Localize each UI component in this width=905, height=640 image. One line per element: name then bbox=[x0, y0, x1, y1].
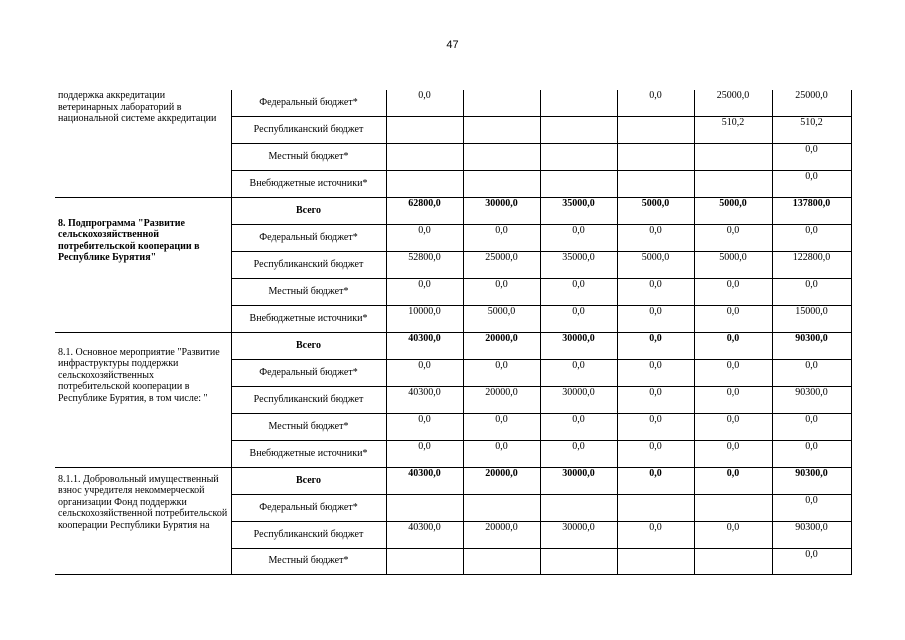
amount-cell: 0,0 bbox=[617, 467, 694, 494]
amount-cell: 5000,0 bbox=[617, 251, 694, 278]
amount-cell: 40300,0 bbox=[386, 386, 463, 413]
funding-source-cell: Республиканский бюджет bbox=[231, 116, 386, 143]
amount-cell: 10000,0 bbox=[386, 305, 463, 332]
amount-cell: 30000,0 bbox=[540, 332, 617, 359]
amount-cell: 0,0 bbox=[617, 278, 694, 305]
amount-cell: 0,0 bbox=[772, 170, 851, 197]
amount-cell: 137800,0 bbox=[772, 197, 851, 224]
amount-cell: 0,0 bbox=[694, 467, 772, 494]
amount-cell: 5000,0 bbox=[694, 197, 772, 224]
amount-cell: 40300,0 bbox=[386, 332, 463, 359]
table-row bbox=[55, 467, 851, 494]
funding-source-cell: Всего bbox=[231, 332, 386, 359]
amount-cell: 0,0 bbox=[772, 224, 851, 251]
amount-cell: 0,0 bbox=[694, 224, 772, 251]
amount-cell: 0,0 bbox=[540, 224, 617, 251]
funding-source-cell: Всего bbox=[231, 467, 386, 494]
amount-cell: 0,0 bbox=[772, 548, 851, 574]
amount-cell bbox=[540, 494, 617, 521]
amount-cell: 0,0 bbox=[463, 224, 540, 251]
amount-cell bbox=[540, 143, 617, 170]
amount-cell: 0,0 bbox=[694, 386, 772, 413]
amount-cell: 0,0 bbox=[386, 359, 463, 386]
activity-name-cell: 8.1.1. Добровольный имущественный взнос учредителя некоммерческой организации Фонд поддержки сельскохозяйственной потребительской кооперации Республики Бурятия на bbox=[55, 467, 231, 574]
amount-cell: 0,0 bbox=[772, 143, 851, 170]
amount-cell: 0,0 bbox=[540, 440, 617, 467]
amount-cell: 0,0 bbox=[694, 278, 772, 305]
amount-cell: 0,0 bbox=[617, 413, 694, 440]
amount-cell: 0,0 bbox=[540, 413, 617, 440]
activity-name-cell: поддержка аккредитации ветеринарных лабораторий в национальной системе аккредитации bbox=[55, 90, 231, 197]
amount-cell: 0,0 bbox=[463, 278, 540, 305]
amount-cell: 0,0 bbox=[617, 440, 694, 467]
amount-cell bbox=[694, 143, 772, 170]
amount-cell: 0,0 bbox=[772, 359, 851, 386]
amount-cell: 0,0 bbox=[617, 305, 694, 332]
amount-cell bbox=[540, 548, 617, 574]
funding-source-cell: Местный бюджет* bbox=[231, 548, 386, 574]
amount-cell bbox=[463, 116, 540, 143]
amount-cell bbox=[540, 170, 617, 197]
amount-cell bbox=[694, 548, 772, 574]
amount-cell: 0,0 bbox=[386, 278, 463, 305]
activity-name-cell: 8. Подпрограмма "Развитие сельскохозяйственной потребительской кооперации в Республике Бурятия" bbox=[55, 197, 231, 332]
amount-cell bbox=[694, 494, 772, 521]
amount-cell: 90300,0 bbox=[772, 467, 851, 494]
amount-cell: 0,0 bbox=[617, 521, 694, 548]
amount-cell: 30000,0 bbox=[540, 521, 617, 548]
amount-cell: 5000,0 bbox=[463, 305, 540, 332]
amount-cell: 0,0 bbox=[540, 305, 617, 332]
amount-cell bbox=[694, 170, 772, 197]
amount-cell bbox=[386, 116, 463, 143]
funding-source-cell: Федеральный бюджет* bbox=[231, 90, 386, 116]
amount-cell bbox=[463, 170, 540, 197]
amount-cell bbox=[540, 90, 617, 116]
amount-cell: 0,0 bbox=[617, 90, 694, 116]
funding-source-cell: Республиканский бюджет bbox=[231, 251, 386, 278]
funding-source-cell: Федеральный бюджет* bbox=[231, 359, 386, 386]
amount-cell bbox=[463, 143, 540, 170]
amount-cell: 62800,0 bbox=[386, 197, 463, 224]
table-row bbox=[55, 197, 851, 224]
amount-cell bbox=[540, 116, 617, 143]
amount-cell: 0,0 bbox=[617, 359, 694, 386]
page-number: 47 bbox=[446, 39, 459, 51]
amount-cell: 20000,0 bbox=[463, 467, 540, 494]
funding-source-cell: Внебюджетные источники* bbox=[231, 305, 386, 332]
activity-name-cell: 8.1. Основное мероприятие "Развитие инфраструктуры поддержки сельскохозяйственных потребительской кооперации в Республике Бурятия, в том числе: " bbox=[55, 332, 231, 467]
amount-cell bbox=[617, 143, 694, 170]
amount-cell: 0,0 bbox=[772, 440, 851, 467]
amount-cell: 0,0 bbox=[540, 359, 617, 386]
amount-cell bbox=[463, 90, 540, 116]
amount-cell: 0,0 bbox=[540, 278, 617, 305]
funding-source-cell: Республиканский бюджет bbox=[231, 521, 386, 548]
amount-cell: 0,0 bbox=[617, 332, 694, 359]
budget-table bbox=[55, 90, 852, 575]
amount-cell: 25000,0 bbox=[463, 251, 540, 278]
amount-cell: 0,0 bbox=[694, 413, 772, 440]
funding-source-cell: Внебюджетные источники* bbox=[231, 440, 386, 467]
amount-cell: 20000,0 bbox=[463, 521, 540, 548]
amount-cell: 90300,0 bbox=[772, 332, 851, 359]
amount-cell: 20000,0 bbox=[463, 386, 540, 413]
funding-source-cell: Республиканский бюджет bbox=[231, 386, 386, 413]
amount-cell: 15000,0 bbox=[772, 305, 851, 332]
amount-cell: 0,0 bbox=[386, 413, 463, 440]
amount-cell: 25000,0 bbox=[694, 90, 772, 116]
amount-cell: 35000,0 bbox=[540, 197, 617, 224]
amount-cell: 0,0 bbox=[463, 413, 540, 440]
amount-cell bbox=[463, 494, 540, 521]
amount-cell: 90300,0 bbox=[772, 521, 851, 548]
amount-cell: 122800,0 bbox=[772, 251, 851, 278]
amount-cell: 30000,0 bbox=[463, 197, 540, 224]
amount-cell: 52800,0 bbox=[386, 251, 463, 278]
amount-cell: 0,0 bbox=[694, 332, 772, 359]
amount-cell: 40300,0 bbox=[386, 467, 463, 494]
amount-cell: 510,2 bbox=[772, 116, 851, 143]
amount-cell: 0,0 bbox=[386, 440, 463, 467]
funding-source-cell: Внебюджетные источники* bbox=[231, 170, 386, 197]
funding-source-cell: Местный бюджет* bbox=[231, 143, 386, 170]
amount-cell: 0,0 bbox=[463, 440, 540, 467]
amount-cell: 0,0 bbox=[617, 386, 694, 413]
amount-cell: 5000,0 bbox=[694, 251, 772, 278]
amount-cell bbox=[386, 170, 463, 197]
funding-source-cell: Федеральный бюджет* bbox=[231, 494, 386, 521]
table-row bbox=[55, 332, 851, 359]
amount-cell: 0,0 bbox=[772, 413, 851, 440]
amount-cell: 510,2 bbox=[694, 116, 772, 143]
amount-cell: 30000,0 bbox=[540, 386, 617, 413]
amount-cell: 0,0 bbox=[386, 224, 463, 251]
amount-cell bbox=[617, 116, 694, 143]
amount-cell: 90300,0 bbox=[772, 386, 851, 413]
amount-cell bbox=[386, 143, 463, 170]
amount-cell: 0,0 bbox=[386, 90, 463, 116]
amount-cell: 25000,0 bbox=[772, 90, 851, 116]
amount-cell: 0,0 bbox=[772, 494, 851, 521]
amount-cell: 20000,0 bbox=[463, 332, 540, 359]
amount-cell bbox=[617, 170, 694, 197]
funding-source-cell: Местный бюджет* bbox=[231, 413, 386, 440]
amount-cell bbox=[386, 494, 463, 521]
amount-cell bbox=[617, 494, 694, 521]
amount-cell: 0,0 bbox=[772, 278, 851, 305]
amount-cell: 40300,0 bbox=[386, 521, 463, 548]
amount-cell bbox=[617, 548, 694, 574]
amount-cell: 0,0 bbox=[694, 305, 772, 332]
amount-cell: 0,0 bbox=[694, 440, 772, 467]
amount-cell: 0,0 bbox=[617, 224, 694, 251]
amount-cell bbox=[463, 548, 540, 574]
amount-cell: 30000,0 bbox=[540, 467, 617, 494]
amount-cell: 35000,0 bbox=[540, 251, 617, 278]
funding-source-cell: Всего bbox=[231, 197, 386, 224]
amount-cell: 0,0 bbox=[694, 359, 772, 386]
amount-cell bbox=[386, 548, 463, 574]
amount-cell: 0,0 bbox=[463, 359, 540, 386]
funding-source-cell: Местный бюджет* bbox=[231, 278, 386, 305]
amount-cell: 0,0 bbox=[694, 521, 772, 548]
table-row bbox=[55, 90, 851, 116]
amount-cell: 5000,0 bbox=[617, 197, 694, 224]
funding-source-cell: Федеральный бюджет* bbox=[231, 224, 386, 251]
